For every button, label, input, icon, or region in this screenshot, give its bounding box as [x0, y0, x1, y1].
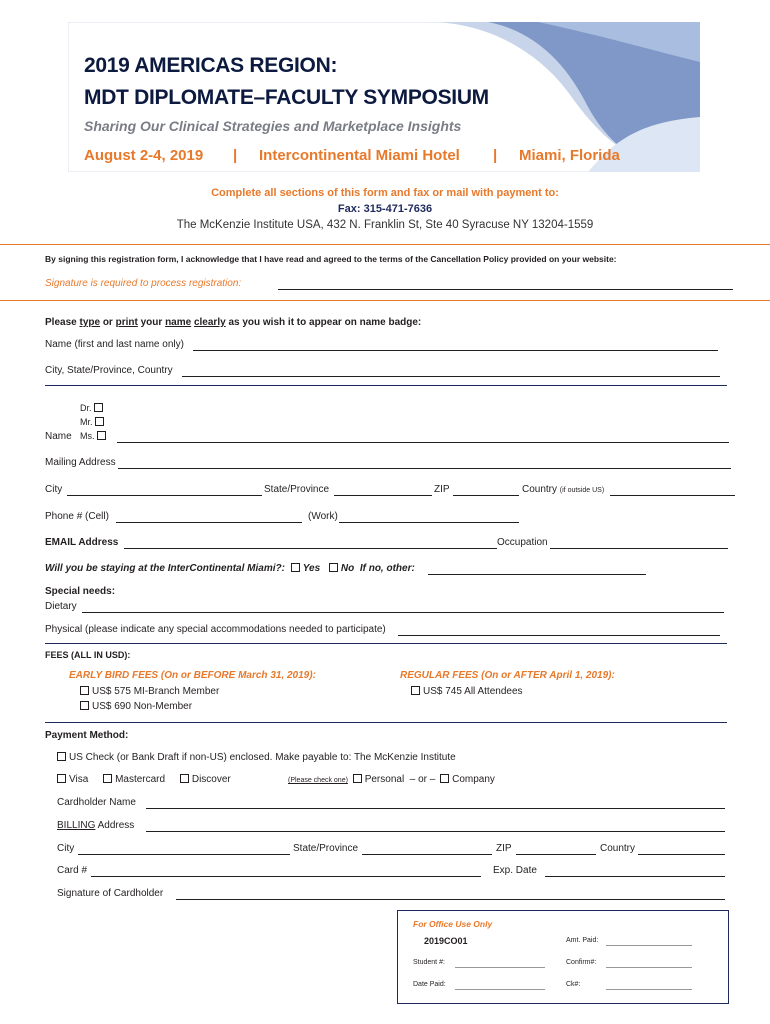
company-checkbox[interactable] [440, 774, 449, 783]
title-mr [80, 417, 107, 427]
badge-instruction-part: Please [45, 317, 80, 328]
staying-other-field[interactable] [428, 574, 646, 575]
billing-rest: Address [95, 820, 135, 831]
ck-number-label: Ck#: [566, 981, 581, 988]
billing-address-field[interactable] [146, 831, 725, 832]
payment-heading: Payment Method: [45, 730, 129, 741]
regular-checkbox[interactable] [411, 686, 420, 695]
amt-paid-label: Amt. Paid: [566, 937, 599, 944]
orange-divider-mid [0, 300, 770, 301]
dietary-label: Dietary [45, 601, 77, 612]
navy-divider-2 [45, 643, 727, 644]
personal-checkbox[interactable] [353, 774, 362, 783]
event-venue: Intercontinental Miami Hotel [259, 147, 460, 164]
check-checkbox[interactable] [57, 752, 66, 761]
title-ms [80, 431, 109, 441]
card-type-row [57, 774, 231, 785]
event-title-line1: 2019 AMERICAS REGION: [84, 54, 338, 77]
title-dr [80, 403, 106, 413]
cardholder-label: Cardholder Name [57, 797, 136, 808]
event-subtitle: Sharing Our Clinical Strategies and Marketplace Insights [84, 118, 462, 134]
confirm-field[interactable] [606, 967, 692, 968]
title-mr-label: Mr. [80, 417, 93, 427]
contact-name-field[interactable] [117, 442, 729, 443]
occupation-field[interactable] [550, 548, 728, 549]
student-number-label: Student #: [413, 959, 445, 966]
dr-checkbox[interactable] [94, 403, 103, 412]
badge-instruction-part: or [100, 317, 116, 328]
staying-yes-checkbox[interactable] [291, 563, 300, 572]
billing-word: BILLING [57, 820, 96, 831]
cardholder-signature-field[interactable] [176, 899, 725, 900]
early-bird-nonmember [80, 701, 192, 712]
billing-address-label [57, 820, 134, 831]
cardholder-signature-label: Signature of Cardholder [57, 888, 164, 899]
header-separator: | [233, 147, 238, 164]
navy-divider-3 [45, 722, 727, 723]
badge-name-field[interactable] [193, 350, 718, 351]
phone-cell-label: Phone # (Cell) [45, 511, 109, 522]
early-nonmember-checkbox[interactable] [80, 701, 89, 710]
or-label: – or – [409, 774, 436, 785]
billing-state-label: State/Province [293, 843, 359, 854]
card-number-label: Card # [57, 865, 88, 876]
staying-yes-label: Yes [302, 563, 321, 574]
badge-word-type: type [79, 317, 101, 328]
physical-label: Physical (please indicate any special accommodations needed to participate) [45, 624, 386, 635]
badge-city-field[interactable] [182, 376, 720, 377]
ck-number-field[interactable] [606, 989, 692, 990]
student-number-field[interactable] [455, 967, 545, 968]
badge-instruction-part: your [137, 317, 166, 328]
visa-label: Visa [69, 774, 89, 785]
cardholder-field[interactable] [146, 808, 725, 809]
badge-city-label: City, State/Province, Country [45, 365, 173, 376]
occupation-label: Occupation [497, 537, 548, 548]
payment-check-option [57, 752, 456, 763]
staying-no-label: No [340, 563, 355, 574]
billing-zip-label: ZIP [496, 843, 512, 854]
check-label: US Check (or Bank Draft if non-US) enclosed. Make payable to: The McKenzie Institute [69, 752, 456, 763]
date-paid-label: Date Paid: [413, 981, 446, 988]
zip-field[interactable] [453, 495, 519, 496]
staying-question-text: Will you be staying at the InterContinental Miami?: [45, 563, 285, 574]
early-member-checkbox[interactable] [80, 686, 89, 695]
fax-number: Fax: 315-471-7636 [337, 203, 433, 215]
mailing-address: The McKenzie Institute USA, 432 N. Franklin St, Ste 40 Syracuse NY 13204-1559 [176, 219, 594, 231]
confirm-label: Confirm#: [566, 959, 597, 966]
title-ms-label: Ms. [80, 431, 95, 441]
physical-field[interactable] [398, 635, 720, 636]
billing-city-label: City [57, 843, 75, 854]
agreement-text: By signing this registration form, I acknowledge that I have read and agreed to the terms of the Cancellation Policy provided on your website: [45, 254, 617, 264]
discover-checkbox[interactable] [180, 774, 189, 783]
exp-date-label: Exp. Date [493, 865, 537, 876]
office-code: 2019CO01 [424, 936, 468, 946]
fees-heading: FEES (ALL IN USD): [45, 650, 131, 660]
special-needs-heading: Special needs: [45, 586, 116, 597]
city-field[interactable] [67, 495, 262, 496]
badge-word-clearly: clearly [193, 317, 226, 328]
date-paid-field[interactable] [455, 989, 545, 990]
signature-line[interactable] [278, 289, 733, 290]
email-field[interactable] [124, 548, 497, 549]
card-owner-row [288, 774, 495, 785]
form-instruction: Complete all sections of this form and fax or mail with payment to: [211, 187, 559, 199]
badge-name-label: Name (first and last name only) [45, 339, 184, 350]
amt-paid-field[interactable] [606, 945, 692, 946]
phone-work-field[interactable] [339, 522, 519, 523]
state-field[interactable] [334, 495, 432, 496]
country-field[interactable] [610, 495, 735, 496]
company-label: Company [452, 774, 495, 785]
event-city: Miami, Florida [519, 147, 620, 164]
contact-name-label: Name [45, 431, 72, 442]
email-label: EMAIL Address [45, 537, 119, 548]
country-label-text: Country [522, 484, 558, 495]
discover-label: Discover [191, 774, 231, 785]
office-use-box [397, 910, 729, 1004]
billing-state-field[interactable] [362, 854, 492, 855]
badge-word-name: name [165, 317, 192, 328]
staying-question [45, 563, 415, 574]
badge-instruction [45, 317, 421, 328]
country-note: (if outside US) [559, 487, 605, 494]
early-member-label: US$ 575 MI-Branch Member [92, 686, 220, 697]
phone-work-label: (Work) [308, 511, 338, 522]
visa-checkbox[interactable] [57, 774, 66, 783]
personal-label: Personal [364, 774, 405, 785]
header-separator-2: | [493, 147, 498, 164]
staying-no-checkbox[interactable] [329, 563, 338, 572]
mailing-address-label: Mailing Address [45, 457, 116, 468]
please-check-note: (Please check one) [288, 777, 348, 784]
card-number-field[interactable] [91, 876, 481, 877]
title-dr-label: Dr. [80, 403, 92, 413]
regular-fees-title: REGULAR FEES (On or AFTER April 1, 2019): [400, 670, 615, 681]
state-label: State/Province [264, 484, 330, 495]
city-label: City [45, 484, 63, 495]
regular-fees-all [411, 686, 523, 697]
staying-other-label: If no, other: [359, 563, 415, 574]
early-nonmember-label: US$ 690 Non-Member [92, 701, 193, 712]
regular-label: US$ 745 All Attendees [423, 686, 523, 697]
office-use-title: For Office Use Only [413, 919, 493, 929]
event-title-line2: MDT DIPLOMATE–FACULTY SYMPOSIUM [84, 86, 489, 109]
early-bird-title: EARLY BIRD FEES (On or BEFORE March 31, 2019): [69, 670, 316, 681]
badge-word-print: print [115, 317, 138, 328]
early-bird-member [80, 686, 219, 697]
ms-checkbox[interactable] [97, 431, 106, 440]
signature-label: Signature is required to process registration: [45, 278, 242, 289]
mr-checkbox[interactable] [95, 417, 104, 426]
phone-cell-field[interactable] [116, 522, 302, 523]
zip-label: ZIP [434, 484, 450, 495]
exp-date-field[interactable] [545, 876, 725, 877]
billing-country-field[interactable] [638, 854, 725, 855]
orange-divider-top [0, 244, 770, 245]
badge-instruction-part: as you wish it to appear on name badge: [225, 317, 422, 328]
billing-city-field[interactable] [78, 854, 290, 855]
mastercard-label: Mastercard [115, 774, 166, 785]
billing-zip-field[interactable] [516, 854, 596, 855]
billing-country-label: Country [600, 843, 636, 854]
navy-divider-1 [45, 385, 727, 386]
mastercard-checkbox[interactable] [103, 774, 112, 783]
event-date: August 2-4, 2019 [84, 147, 204, 164]
country-label [522, 484, 604, 495]
mailing-address-field[interactable] [118, 468, 731, 469]
dietary-field[interactable] [82, 612, 724, 613]
